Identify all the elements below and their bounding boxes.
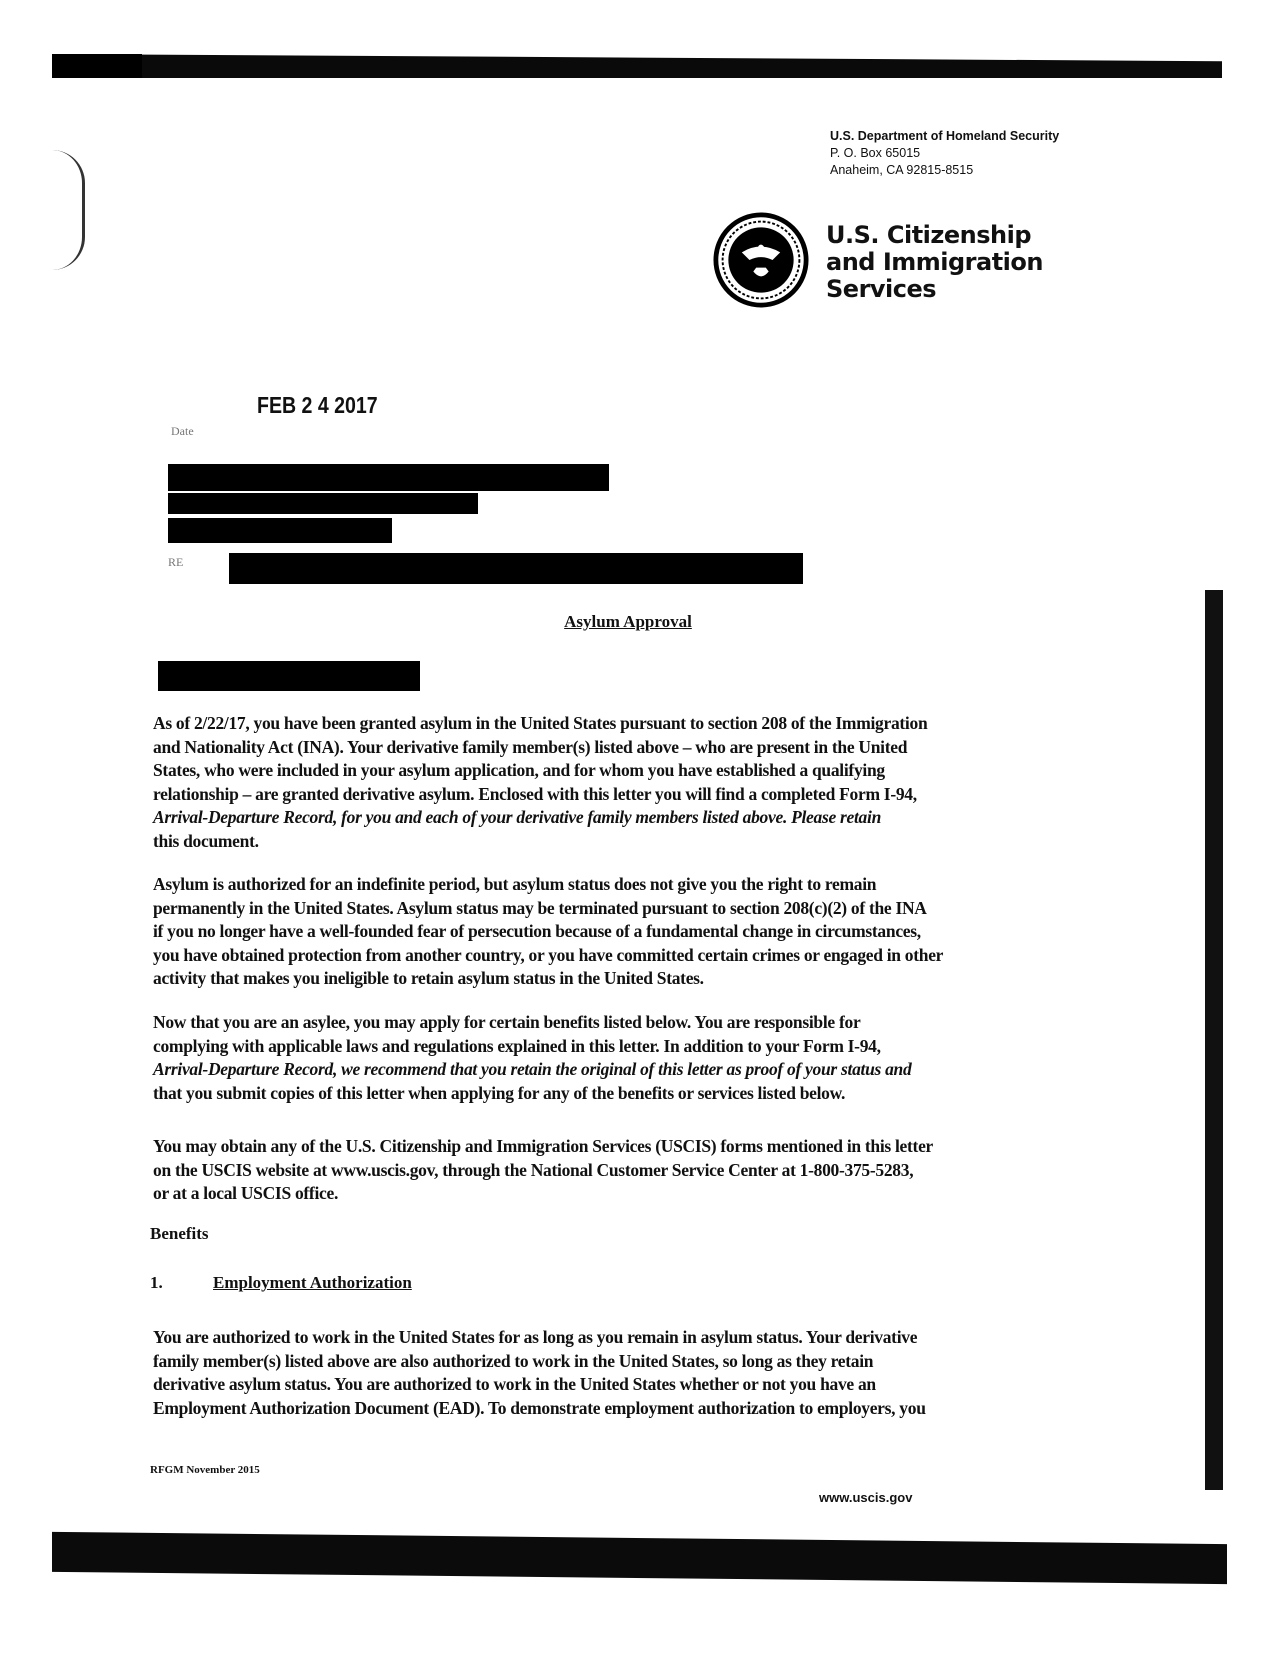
text-line: on the USCIS website at www.uscis.gov, through the National Customer Service Center at 1-800-375-5283,: [153, 1159, 914, 1180]
text-line: and Nationality Act (INA). Your derivative family member(s) listed above – who are present in the United: [153, 736, 908, 757]
letter-title: Asylum Approval: [564, 612, 692, 631]
text-line: Arrival-Departure Record, we recommend that you retain the original of this letter as proof of your status and: [153, 1059, 912, 1079]
text-line: activity that makes you ineligible to retain asylum status in the United States.: [153, 968, 704, 988]
redaction-name: [168, 464, 609, 491]
scan-artifact: [52, 150, 85, 270]
agency-name: [826, 222, 1043, 303]
scan-border-right: [1205, 590, 1223, 1490]
agency-line: Services: [826, 275, 937, 303]
redaction-address: [168, 493, 478, 514]
text-line: As of 2/22/17, you have been granted asylum in the United States pursuant to section 208 of the Immigration: [153, 713, 928, 733]
text-line: permanently in the United States. Asylum status may be terminated pursuant to section 208(c)(2) of the INA: [153, 897, 927, 918]
text-line: States, who were included in your asylum application, and for whom you have established a qualifying: [153, 760, 885, 780]
re-label: RE: [168, 555, 184, 569]
text-line: You are authorized to work in the United States for as long as you remain in asylum status. Your derivative: [153, 1327, 918, 1347]
text-line: derivative asylum status. You are authorized to work in the United States whether or not you have an: [153, 1374, 876, 1394]
redaction-reference: [229, 553, 803, 584]
text-line: or at a local USCIS office.: [153, 1183, 339, 1203]
redaction-salutation: [158, 661, 420, 691]
text-line: this document.: [153, 830, 259, 851]
paragraph-forms: [153, 1135, 933, 1206]
text-line: Asylum is authorized for an indefinite period, but asylum status does not give you the right to remain: [153, 874, 877, 894]
section-title: Employment Authorization: [213, 1273, 412, 1292]
date-label: Date: [171, 424, 194, 438]
department-name: U.S. Department of Homeland Security: [830, 129, 1060, 143]
paragraph-grant: [153, 712, 927, 853]
redaction-city: [168, 518, 392, 543]
paragraph-employment: [153, 1326, 926, 1420]
text-line: complying with applicable laws and regulations explained in this letter. In addition to your Form I-94,: [153, 1035, 881, 1056]
letterhead-address: [830, 128, 1059, 179]
text-line: Now that you are an asylee, you may apply for certain benefits listed below. You are responsible for: [153, 1012, 861, 1032]
section-number: 1.: [150, 1273, 163, 1292]
text-line: that you submit copies of this letter when applying for any of the benefits or services listed below.: [153, 1082, 846, 1103]
scan-border-bottom: [52, 1532, 1227, 1584]
text-line: Arrival-Departure Record, for you and each of your derivative family members listed above. Please retain: [153, 807, 882, 827]
form-code: RFGM November 2015: [150, 1464, 260, 1476]
text-line: if you no longer have a well-founded fear of persecution because of a fundamental change in circumstances,: [153, 921, 921, 941]
text-line: Employment Authorization Document (EAD). To demonstrate employment authorization to employers, you: [153, 1397, 926, 1418]
benefits-heading: Benefits: [150, 1224, 209, 1243]
paragraph-indefinite: [153, 873, 943, 991]
text-line: relationship – are granted derivative asylum. Enclosed with this letter you will find a completed Form I-94,: [153, 783, 917, 804]
po-box: P. O. Box 65015: [830, 146, 921, 160]
scan-border-corner: [52, 54, 142, 78]
scan-border-top: [52, 54, 1222, 78]
text-line: you have obtained protection from another country, or you have committed certain crimes or engaged in other: [153, 944, 944, 965]
text-line: You may obtain any of the U.S. Citizenship and Immigration Services (USCIS) forms mentioned in this letter: [153, 1136, 934, 1156]
date-stamp: FEB 2 4 2017: [257, 392, 378, 418]
city: Anaheim, CA 92815-8515: [830, 163, 974, 177]
paragraph-asylee: [153, 1011, 911, 1105]
agency-line: and Immigration: [826, 248, 1043, 276]
agency-line: U.S. Citizenship: [826, 221, 1032, 249]
dhs-seal-icon: [713, 212, 809, 308]
text-line: family member(s) listed above are also authorized to work in the United States, so long as they retain: [153, 1350, 874, 1371]
footer-website: www.uscis.gov: [819, 1490, 913, 1505]
